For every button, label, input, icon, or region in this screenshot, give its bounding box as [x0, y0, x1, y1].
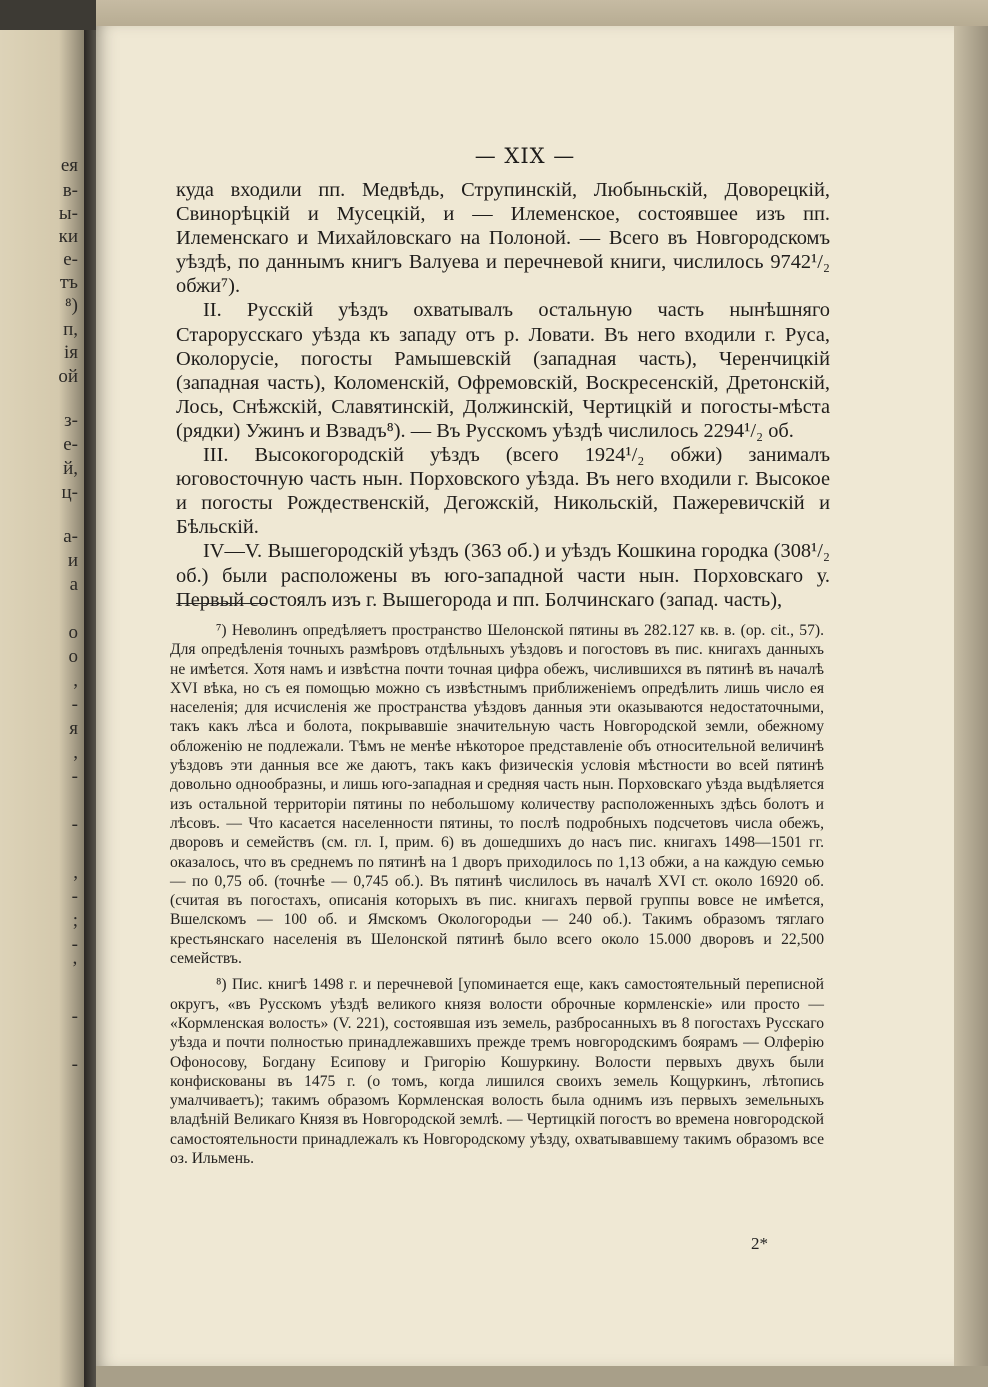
- margin-fragment: тъ: [59, 272, 78, 293]
- footnotes: [170, 621, 824, 1168]
- body-text: [176, 178, 830, 612]
- margin-fragment: й,: [63, 458, 78, 479]
- margin-fragment: а: [69, 574, 78, 595]
- margin-fragment: ,: [73, 862, 78, 883]
- margin-fragment: о: [68, 622, 78, 643]
- margin-fragment: ея: [60, 155, 78, 176]
- margin-fragment: ки: [58, 226, 78, 247]
- margin-fragment: в-: [62, 180, 78, 201]
- margin-fragment: з-: [64, 410, 78, 431]
- margin-fragment: ой: [58, 366, 78, 387]
- margin-fragment: -: [71, 886, 78, 907]
- margin-fragment: ія: [63, 342, 78, 363]
- page-stack-edge: [954, 26, 988, 1387]
- footnote: ⁸) Пис. книгѣ 1498 г. и перечневой [упоминается еще, какъ самостоятельный переписной округъ, «въ Русскомъ уѣздѣ великого князя волости оброчные кормленскіе» или просто — «Кормленская волость» (V. 221), состоявшая изъ земель, разбросанныхъ въ 8 погостахъ Русскаго уѣзда и почти полностью принадлежавшихъ прежде тремъ новгородскимъ боярамъ — Олферію Офоносову, Богдану Есипову и Григорію Кошуркину. Волости первыхъ двухъ были конфискованы въ 1475 г. (о томъ, когда лишился своихъ земель Кощуркинъ, лѣтопись умалчиваетъ); такимъ образомъ Кормленская волость была однимъ изъ первыхъ земельныхъ владѣній Великаго Князя въ Новгородской землѣ. — Чертицкій погостъ во времена новгородской самостоятельности принадлежалъ къ Новгородскому уѣзду, охватывавшему такимъ образомъ все оз. Ильмень.: [170, 976, 824, 1168]
- margin-fragment: е-: [63, 249, 78, 270]
- footnote: ⁷) Неволинъ опредѣляетъ пространство Шелонской пятины въ 282.127 кв. в. (op. cit., 57). Для опредѣленія точныхъ размѣровъ отдѣльныхъ уѣздовъ и погостовъ въ пис. книгахъ данныхъ не имѣется. Хотя намъ и извѣстна почти точная цифра обежъ, числившихся въ пятинѣ въ началѣ XVI вѣка, но съ ея помощью можно съ извѣстнымъ приближеніемъ опредѣлить лишь число ея населенія; для исчисленія же пространства уѣздовъ данныя эти оказываются недостаточными, такъ какъ лѣса и болота, покрывавшіе значительную часть Новгородской земли, обежному обложенію не подлежали. Тѣмъ не менѣе нѣкоторое представленіе объ относительной величинѣ уѣздовъ эти данныя все же даютъ, такъ какъ физическія условія мѣстности во всей пятинѣ довольно однообразны, и лишь юго-западная и средняя часть нын. Порховскаго уѣзда выдѣляется изъ остальной территоріи пятины по небольшому количеству расположенныхъ здѣсь болотъ и лѣсовъ. — Что касается населенности пятины, то послѣ подробныхъ подсчетовъ числа обежъ, дворовъ и семействъ (см. гл. I, прим. 6) въ дошедшихъ до насъ пис. книгахъ 1498—1501 гг. оказалось, что въ среднемъ по пятинѣ на 1 дворъ приходилось по 1,13 обжи, а на каждую семью — по 0,75 об. (точнѣе — 0,745 об.). Въ пятинѣ числилось въ началѣ XVI ст. около 16920 об. (считая въ погостахъ, описанія которыхъ въ пис. книгахъ первой группы вовсе не имѣется, Вшелскомъ — 100 об. и Ямскомъ Окологородьи — 240 об.). Такимъ образомъ тяглаго крестьянскаго населенія въ Шелонской пятинѣ было всего около 15.000 дворовъ и 22,500 семействъ.: [170, 622, 824, 968]
- footnote-separator: [176, 603, 266, 604]
- margin-fragment: ц-: [61, 482, 78, 503]
- main-page: [96, 26, 954, 1366]
- margin-fragment: а-: [63, 526, 78, 547]
- page-bottom-edge: [96, 1366, 988, 1387]
- margin-fragment: ’: [71, 958, 78, 979]
- body-paragraph: III. Высокогородскій уѣздъ (всего 1924¹/₂ обжи) занималъ юговосточную часть нын. Порховского уѣзда. Въ него входили г. Высокое и погосты Рождественскій, Дегожскій, Никольскій, Пажеревичскій и Бѣльскій.: [176, 444, 830, 539]
- body-paragraph: куда входили пп. Медвѣдь, Струпинскій, Любыньскій, Доворецкій, Свинорѣцкій и Мусецкій, и — Илеменское, состоявшее изъ пп. Илеменскаго и Михайловскаго на Полоной. — Всего въ Новгородскомъ уѣздѣ, по даннымъ книгъ Валуева и перечневой книги, числилось 9742¹/₂ обжи⁷).: [176, 179, 830, 298]
- margin-fragment: -: [71, 814, 78, 835]
- margin-fragment: ,: [73, 670, 78, 691]
- margin-fragment: -: [71, 1006, 78, 1027]
- margin-fragment: -: [71, 934, 78, 955]
- margin-fragment: я: [69, 718, 78, 739]
- margin-fragment: ⁸): [65, 295, 78, 316]
- margin-fragment: и: [67, 550, 78, 571]
- margin-fragment: -: [71, 1054, 78, 1075]
- body-paragraph: II. Русскій уѣздъ охватывалъ остальную часть нынѣшняго Старорусскаго уѣзда къ западу отъ р. Ловати. Въ него входили г. Руса, Околорусіе, погосты Рамышевскій (западная часть), Черенчицкій (западная часть), Коломенскій, Офремовскій, Воскресенскій, Дретонскій, Лось, Снѣжскій, Славятинскій, Должинскій, Чертицкій и погосты-мѣста (рядки) Ужинъ и Взвадъ⁸). — Въ Русскомъ уѣздѣ числилось 2294¹/₂ об.: [176, 299, 830, 442]
- margin-fragment: о: [68, 646, 78, 667]
- book-gutter: [84, 30, 96, 1387]
- margin-fragment: ,: [73, 742, 78, 763]
- margin-fragment: ы-: [58, 203, 78, 224]
- margin-fragment: -: [71, 694, 78, 715]
- body-paragraph: IV—V. Вышегородскій уѣздъ (363 об.) и уѣздъ Кошкина городка (308¹/₂ об.) были расположены въ юго-западной части нын. Порховскаго у. Первый состоялъ изъ г. Вышегорода и пп. Болчинскаго (запад. часть),: [176, 540, 830, 611]
- margin-fragment: ;: [72, 910, 78, 931]
- page-number-header: — XIX —: [474, 144, 576, 168]
- margin-fragment: п,: [63, 319, 78, 340]
- margin-fragment: е-: [63, 434, 78, 455]
- left-page: [0, 30, 84, 1387]
- margin-fragment: -: [71, 766, 78, 787]
- signature-mark: 2*: [751, 1234, 768, 1253]
